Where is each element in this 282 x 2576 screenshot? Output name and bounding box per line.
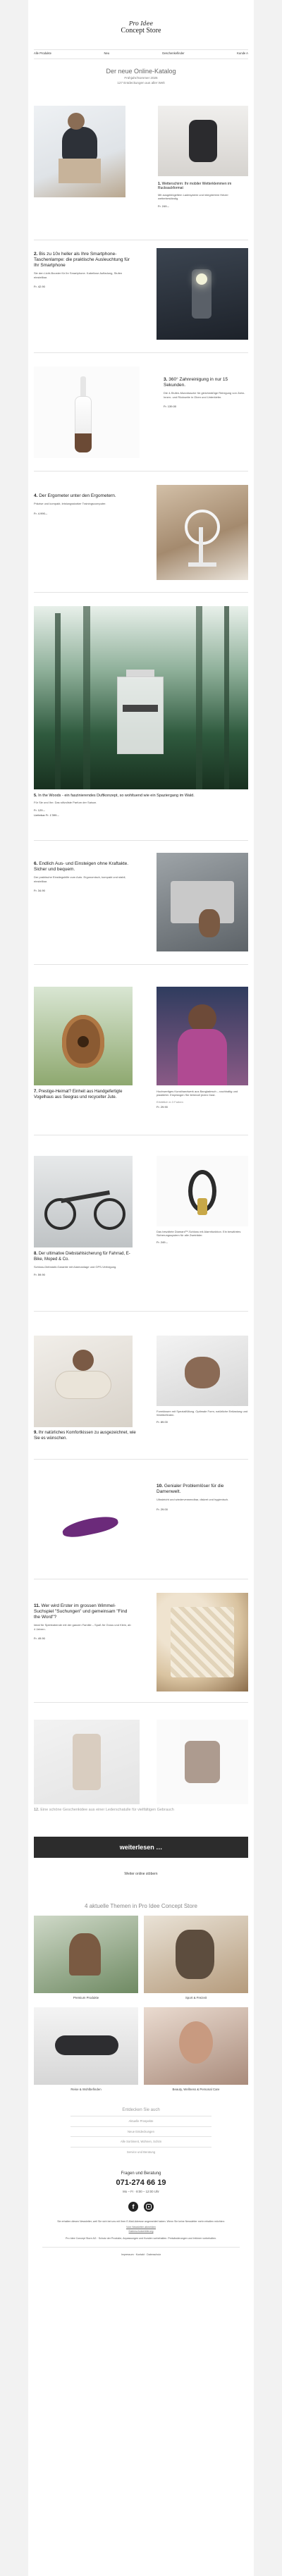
theme-3-image[interactable] <box>34 2007 138 2085</box>
product-3-image[interactable] <box>34 366 140 458</box>
product-8-desc: Schloss-Diebstahl-Garantie mit Alarmanlage und GPS-Verfolgung. <box>34 1265 117 1269</box>
product-6-num: 6. <box>34 861 38 866</box>
nav-gift-finder[interactable]: Geschenkefinder <box>161 51 185 55</box>
product-10-title[interactable]: Genialer Problemlöser für die Damenwelt. <box>157 1484 224 1495</box>
theme-4-image[interactable] <box>144 2007 248 2085</box>
product-9-image-2[interactable] <box>157 1336 248 1406</box>
product-8-title[interactable]: Der ultimative Diebstahlsicherung für Fahrrad, E-Bike, Moped & Co. <box>34 1252 130 1262</box>
product-8-side-title: Das bewährte Diamant™-Schloss mit Alarmfunktion. Ein bewährtes Sicherungssystem für alle Zweiräder. <box>157 1230 241 1238</box>
product-8-price: Fr. 59.90 <box>34 1273 45 1277</box>
footer-link-discover[interactable]: Entdecken Sie auch <box>122 2108 160 2112</box>
product-2-price: Fr. 42.90 <box>34 285 45 289</box>
product-1-image[interactable] <box>34 106 125 197</box>
product-11-text <box>34 1603 133 1641</box>
product-9-side <box>157 1410 248 1424</box>
product-8-side <box>157 1230 248 1244</box>
product-2-num: 2. <box>34 252 38 257</box>
product-10-num: 10. <box>157 1484 164 1489</box>
product-4-title[interactable]: Der Ergometer unter den Ergometern. <box>39 493 116 498</box>
privacy-link[interactable]: Datenschutzerklärung <box>128 2229 154 2233</box>
product-8-side-price: Fr. 249.– <box>157 1240 168 1244</box>
product-5-image[interactable] <box>34 606 248 789</box>
theme-2-image[interactable] <box>144 1916 248 1993</box>
footer-link-brochures[interactable]: Aktuelle Prospekte <box>128 2119 154 2124</box>
product-5-price: Fr. 129.– <box>34 808 45 813</box>
product-10-price: Fr. 29.00 <box>157 1507 168 1511</box>
product-2-title[interactable]: Bis zu 10x heller als Ihre Smartphone-Taschenlampe: die praktische Ausleuchtung für Ihr Smartphone <box>34 252 130 269</box>
product-2-text <box>34 252 131 289</box>
divider-11 <box>34 1702 248 1703</box>
nav-all-products[interactable]: Alle Produkte <box>34 51 51 55</box>
product-9-side-title: Formkissen mit Spezialfüllung. Optimale Form, natürliche Entlastung und Wohlbefinden. <box>157 1410 248 1417</box>
theme-2-label[interactable]: Sport & Freizeit <box>185 1996 207 1999</box>
themes-title: 4 aktuelle Themen in Pro Idee Concept Store <box>85 1903 197 1909</box>
legal-bottom[interactable]: Impressum · Kontakt · Datenschutz <box>121 2253 161 2257</box>
logo[interactable] <box>120 21 162 38</box>
contact-label: Fragen und Beratung <box>121 2171 161 2176</box>
product-10-image[interactable] <box>34 1480 140 1565</box>
product-9-side-price: Fr. 89.00 <box>157 1419 168 1424</box>
product-1-price: Fr. 249.– <box>158 204 169 209</box>
social-icons <box>128 2202 154 2212</box>
product-4-num: 4. <box>34 493 38 498</box>
footer-links <box>70 2107 212 2155</box>
product-3-num: 3. <box>164 377 168 382</box>
footer-link-new[interactable]: Neue Entdeckungen <box>128 2129 154 2133</box>
product-7-side <box>157 1090 248 1109</box>
product-8-text <box>34 1252 140 1277</box>
divider-4 <box>34 592 248 593</box>
product-5-text <box>34 794 248 817</box>
theme-1-label[interactable]: Premium Produkte <box>73 1996 99 1999</box>
theme-1-image[interactable] <box>34 1916 138 1993</box>
theme-3-label[interactable]: Reise & Wohlbefinden <box>70 2088 102 2091</box>
product-2-image[interactable] <box>157 248 248 340</box>
product-4-desc: Präzise und kompakt, leistungsstarker Trainingscomputer. <box>34 502 106 506</box>
product-2-desc: Sie den Licht-Booster für Ihr Smartphone. Kabellose Aufladung, Stufen einstellbar. <box>34 271 123 279</box>
nav-new[interactable]: Neu <box>104 51 110 55</box>
divider-6 <box>34 964 248 965</box>
product-7-num: 7. <box>34 1090 38 1094</box>
product-8-image-2[interactable] <box>157 1156 248 1226</box>
product-12-text <box>34 1808 248 1813</box>
email-card <box>28 0 254 2576</box>
product-7-title[interactable]: Prestige-Heimat? Einheit aus Handgefertigte Vogelhaus aus Seegras und recycelter Jute. <box>34 1090 123 1099</box>
contact-phone[interactable]: 071-274 66 19 <box>116 2178 166 2188</box>
product-10-text <box>157 1484 248 1511</box>
product-8-num: 8. <box>34 1252 38 1256</box>
legal-line1: Sie erhalten diesen Newsletter, weil Sie sich bei uns mit Ihrer E-Mail-Adresse angemeldet haben. Wenn Sie keine Newsletter mehr erhalten möchten: <box>57 2220 225 2223</box>
footer-link-service[interactable]: Service und Beratung <box>126 2150 156 2155</box>
product-4-price: Fr. 4.990.– <box>34 511 48 515</box>
product-6-image[interactable] <box>157 853 248 951</box>
product-6-title[interactable]: Endlich Aus- und Einsteigen ohne Kraftakte. Sicher und bequem. <box>34 861 129 873</box>
contact-hours: Mo – Fr · 8:00 – 12:00 Uhr <box>123 2189 159 2193</box>
product-9-title[interactable]: Ihr natürliches Komfortkissen zu ausgezeichnet, wie Sie es wünschen. <box>34 1431 136 1441</box>
product-3-desc: Die 4-Stufen-Munddusche für gleichmäßige Reinigung von Zahn-Innen- und Rückseite in Oben und Unterkiefer. <box>164 391 245 399</box>
product-7-image-2[interactable] <box>157 987 248 1085</box>
product-1-title[interactable]: Wetterschirm: Ihr mobiler Wetterklemmen im Rucksackformat <box>158 182 232 191</box>
product-6-price: Fr. 34.90 <box>34 889 45 893</box>
product-12-title[interactable]: Eine schöne Geschenkidee aus einer Lederschatulle für vielfältigen Gebrauch <box>40 1808 174 1812</box>
product-5-price2: Lieferbar Fr. 1'399.– <box>34 813 59 817</box>
nav-top-divider <box>34 49 248 50</box>
divider-9 <box>34 1459 248 1460</box>
product-1-image-2[interactable] <box>158 106 248 176</box>
product-5-num: 5. <box>34 794 37 798</box>
main-nav <box>34 51 248 58</box>
product-3-price: Fr. 139.00 <box>164 405 177 409</box>
logo-main: Concept Store <box>121 27 161 35</box>
product-5-title[interactable]: In the Woods - ein faszinierendes Duftkonzept, so wohltuend wie ein Spaziergang im Wald. <box>38 794 195 798</box>
product-8-image[interactable] <box>34 1156 133 1247</box>
product-4-text <box>34 493 133 515</box>
product-9-text <box>34 1431 140 1441</box>
product-7-side-title: Hochwertiges Kunsthandwerk aus Bangladesch – nachhaltig und plastikfrei. Empfangen Sie liebevoll jeden Gast. <box>157 1090 238 1097</box>
product-9-num: 9. <box>34 1431 38 1435</box>
product-7-image[interactable] <box>34 987 133 1085</box>
legal-block <box>42 2220 240 2257</box>
product-3-text <box>164 377 248 408</box>
product-1-num: 1. <box>158 182 161 186</box>
product-11-title[interactable]: Wer wird Erster im grossen Wimmel-Suchspiel "Suchungen" und gemeinsam "Find the Word"? <box>34 1603 128 1620</box>
read-more-button[interactable]: weiterlesen … <box>34 1837 248 1858</box>
footer-divider-3 <box>70 2136 212 2137</box>
facebook-icon[interactable]: f <box>128 2202 138 2212</box>
product-6-text <box>34 861 133 892</box>
product-9-image[interactable] <box>34 1336 133 1427</box>
theme-4-label[interactable]: Beauty, Wellness & Personal Care <box>172 2088 220 2091</box>
product-11-num: 11. <box>34 1603 40 1608</box>
logo-script: Pro Idee <box>128 20 154 27</box>
legal-divider <box>42 2247 240 2248</box>
divider-3 <box>34 471 248 472</box>
footer-divider-2 <box>70 2126 212 2127</box>
nav-bottom-divider <box>34 58 248 59</box>
legal-line2: Pro Idee Concept Store AG · Schutz der Produkte, Anpassungen und Kunden vorbehalten. Preisänderungen und Irrtümer vorbehalten. <box>66 2236 216 2240</box>
intro-line1: Frühjahr/Sommer 2026 <box>124 76 158 80</box>
product-12-image-2[interactable] <box>157 1720 248 1804</box>
product-6-desc: Der praktische Einstiegshilfe zum Auto. Ergonomisch, kompakt und stabil, einstellbar. <box>34 875 126 883</box>
product-7-text <box>34 1090 136 1100</box>
product-12-image[interactable] <box>34 1720 140 1804</box>
product-1-desc: Mit ausgeklügeltem Ladesystem und integriertem Heizer wetterbeständig. <box>158 192 228 200</box>
nav-account[interactable]: Kunde A <box>237 51 248 55</box>
product-7-side-price: Fr. 29.90 <box>157 1105 168 1109</box>
product-11-desc: Ideal für Spieleabende mit der ganzen Familie – Spaß für Gross und Klein, ab 4 Jahren. <box>34 1623 131 1631</box>
product-11-price: Fr. 49.90 <box>34 1637 45 1641</box>
product-5-desc: Für Sie und Ihn: Das stilvollste Parfum der Saison. <box>34 800 97 804</box>
more-link[interactable]: Weiter online stöbern <box>124 1872 158 1876</box>
product-12-num: 12. <box>34 1808 39 1812</box>
product-3-title[interactable]: 360° Zahnreinigung in nur 15 Sekunden. <box>164 377 228 388</box>
footer-link-assortment[interactable]: Alle Sortiment, Wohnen, Schön <box>120 2140 162 2144</box>
divider-8 <box>34 1311 248 1312</box>
divider-5 <box>34 840 248 841</box>
product-1-text <box>158 182 248 209</box>
product-10-desc: Ultraleicht und wiederverwendbar, diskret und hygienisch. <box>157 1498 229 1502</box>
product-7-side-note: Erhältlich in 3 Farben <box>157 1099 183 1104</box>
contact-block <box>28 2171 254 2194</box>
intro-line2: 127 Entdeckungen aus aller Welt <box>117 81 165 85</box>
divider-2 <box>34 352 248 353</box>
product-11-image[interactable] <box>157 1593 248 1691</box>
unsubscribe-link[interactable]: Vom Newsletter abmelden <box>126 2225 156 2229</box>
intro-title: Der neue Online-Katalog <box>106 68 176 75</box>
instagram-icon[interactable] <box>144 2202 154 2212</box>
product-4-image[interactable] <box>157 485 248 580</box>
